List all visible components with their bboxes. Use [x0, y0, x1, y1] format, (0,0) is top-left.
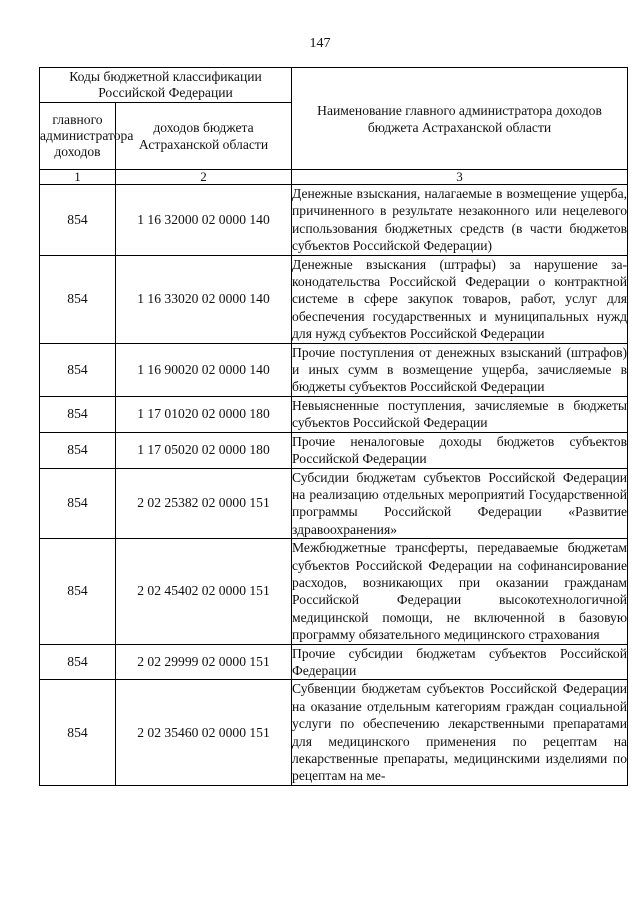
- table-row: [40, 343, 628, 396]
- description-cell: Денежные взыскания, налагаемые в возмещение ущерба, причиненного в результате незаконного или нецелевого использования бюджетных средств (в части бюджетов субъектов Российской Федерации): [292, 186, 628, 254]
- table-row: [40, 539, 628, 644]
- column-number: 2: [116, 170, 292, 185]
- revenue-code-header: доходов бюджета Астраханской области: [116, 103, 292, 170]
- description-cell: Межбюджетные трансферты, передаваемые бюджетам субъектов Российской Федерации на софинансирование расходов, возникающих при оказании гражданам Российской Федерации высокотехнологичной медицинской помощи, не включенной в базовую программу обязательного медицинского страхования: [292, 540, 628, 643]
- table-row: [40, 396, 628, 432]
- admin-code-cell: 854: [40, 539, 116, 644]
- admin-code-cell: 854: [40, 185, 116, 256]
- description-cell: Прочие поступления от денежных взысканий (штрафов) и иных сумм в возмещение ущерба, зачисляемые в бюджеты субъектов Российской Федерации: [292, 344, 628, 395]
- admin-code-cell: 854: [40, 680, 116, 785]
- description-cell: Невыясненные поступления, зачисляемые в бюджеты субъектов Российской Федерации: [292, 397, 628, 431]
- page-number: 147: [309, 36, 331, 51]
- budget-code-cell: 2 02 45402 02 0000 151: [116, 539, 292, 644]
- description-cell: Прочие неналоговые доходы бюджетов субъектов Российской Федерации: [292, 433, 628, 467]
- budget-code-cell: 1 17 01020 02 0000 180: [116, 396, 292, 432]
- admin-code-cell: 854: [40, 432, 116, 468]
- admin-code-cell: 854: [40, 644, 116, 680]
- description-cell: Прочие субсидии бюджетам субъектов Российской Федерации: [292, 645, 628, 678]
- admin-code-cell: 854: [40, 396, 116, 432]
- budget-code-cell: 2 02 35460 02 0000 151: [116, 680, 292, 785]
- budget-code-cell: 1 16 32000 02 0000 140: [116, 185, 292, 256]
- table-row: [40, 432, 628, 468]
- admin-code-header: главного администратора доходов: [40, 103, 116, 170]
- table-row: [40, 255, 628, 343]
- budget-code-cell: 2 02 29999 02 0000 151: [116, 644, 292, 680]
- description-cell: Субсидии бюджетам субъектов Российской Федерации на реализацию отдельных мероприятий Государственной программы Российской Федерации «Развитие здравоохранения»: [292, 469, 628, 537]
- description-cell: Денежные взыскания (штрафы) за нарушение законодательства Российской Федерации о контрактной системе в сфере закупок товаров, работ, услуг для обеспечения государственных и муниципальных нужд для нужд субъектов Российской Федерации: [292, 256, 628, 342]
- budget-code-cell: 1 17 05020 02 0000 180: [116, 432, 292, 468]
- admin-code-cell: 854: [40, 343, 116, 396]
- table-row: [40, 680, 628, 785]
- budget-code-cell: 1 16 90020 02 0000 140: [116, 343, 292, 396]
- column-number: 1: [40, 170, 116, 185]
- admin-code-cell: 854: [40, 255, 116, 343]
- table-row: [40, 644, 628, 680]
- budget-classification-table: [39, 67, 628, 786]
- description-cell: Субвенции бюджетам субъектов Российской Федерации на оказание отдельным категориям граждан социальной услуги по обеспечению лекарственными препаратами для медицинского применения по рецептам на лекарственные препараты, медицинскими изделиями по рецептам на ме-: [292, 681, 628, 784]
- admin-code-cell: 854: [40, 468, 116, 539]
- name-header: Наименование главного администратора доходов бюджета Астраханской области: [292, 68, 628, 170]
- codes-header: Коды бюджетной классификации Российской Федерации: [40, 68, 292, 103]
- table-row: [40, 185, 628, 256]
- table-row: [40, 468, 628, 539]
- budget-code-cell: 1 16 33020 02 0000 140: [116, 255, 292, 343]
- column-number: 3: [292, 170, 628, 185]
- budget-code-cell: 2 02 25382 02 0000 151: [116, 468, 292, 539]
